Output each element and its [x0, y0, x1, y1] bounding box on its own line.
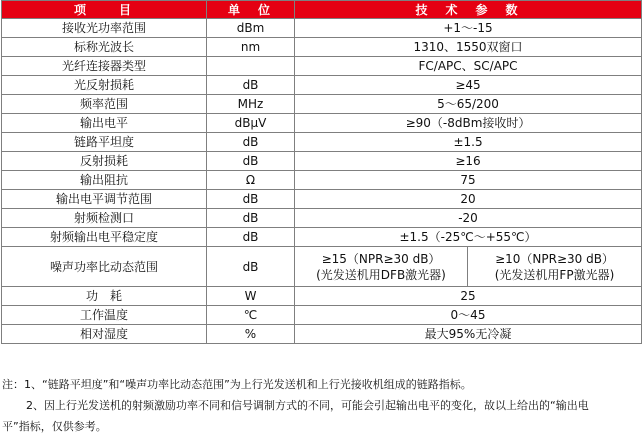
row-item: 噪声功率比动态范围	[2, 247, 207, 287]
row-value: 75	[295, 171, 642, 190]
row-value: ≥16	[295, 152, 642, 171]
row-item: 功 耗	[2, 287, 207, 306]
table-row-noise	[2, 247, 642, 287]
row-unit: dBμV	[207, 114, 295, 133]
row-item: 光反射损耗	[2, 76, 207, 95]
note-line-3: 平”指标，仅供参考。	[2, 420, 107, 433]
row-unit: W	[207, 287, 295, 306]
notes-section	[2, 374, 638, 437]
table-row	[2, 306, 642, 325]
row-item: 标称光波长	[2, 38, 207, 57]
row-item: 接收光功率范围	[2, 19, 207, 38]
table-row	[2, 114, 642, 133]
row-value: ±1.5（-25℃～+55℃）	[295, 228, 642, 247]
row-unit: MHz	[207, 95, 295, 114]
row-unit: dB	[207, 209, 295, 228]
row-unit: ℃	[207, 306, 295, 325]
table-row	[2, 57, 642, 76]
header-params: 技 术 参 数	[295, 1, 642, 19]
noise-fp-note: (光发送机用FP激光器)	[494, 267, 615, 282]
noise-fp-value: ≥10（NPR≥30 dB）	[495, 251, 614, 266]
table-row	[2, 152, 642, 171]
table-row	[2, 133, 642, 152]
header-item: 项 目	[2, 1, 207, 19]
table-row	[2, 76, 642, 95]
row-item: 工作温度	[2, 306, 207, 325]
row-value: 25	[295, 287, 642, 306]
row-value: ≥45	[295, 76, 642, 95]
row-value: 1310、1550双窗口	[295, 38, 642, 57]
noise-fp-cell	[468, 247, 642, 287]
table-row	[2, 228, 642, 247]
row-unit: Ω	[207, 171, 295, 190]
row-value: FC/APC、SC/APC	[295, 57, 642, 76]
noise-dfb-value: ≥15（NPR≥30 dB）	[321, 251, 441, 266]
row-unit: dB	[207, 247, 295, 287]
row-value: 20	[295, 190, 642, 209]
row-item: 相对湿度	[2, 325, 207, 344]
row-unit: dB	[207, 190, 295, 209]
row-item: 光纤连接器类型	[2, 57, 207, 76]
row-unit: dB	[207, 76, 295, 95]
row-item: 反射损耗	[2, 152, 207, 171]
noise-dfb-cell	[295, 247, 468, 287]
table-row	[2, 287, 642, 306]
row-unit: dB	[207, 133, 295, 152]
row-value: -20	[295, 209, 642, 228]
row-item: 输出电平	[2, 114, 207, 133]
header-unit: 单 位	[207, 1, 295, 19]
row-unit: %	[207, 325, 295, 344]
row-value: 最大95%无冷凝	[295, 325, 642, 344]
row-value: ≥90（-8dBm接收时）	[295, 114, 642, 133]
row-item: 射频输出电平稳定度	[2, 228, 207, 247]
row-item: 链路平坦度	[2, 133, 207, 152]
note-line-2: 2、因上行光发送机的射频激励功率不同和信号调制方式的不同，可能会引起输出电平的变化，故以上给出的“输出电	[26, 399, 589, 412]
row-item: 输出阻抗	[2, 171, 207, 190]
row-item: 频率范围	[2, 95, 207, 114]
row-value: 0～45	[295, 306, 642, 325]
spec-table	[1, 0, 642, 344]
table-row	[2, 209, 642, 228]
table-row	[2, 171, 642, 190]
row-value: ±1.5	[295, 133, 642, 152]
table-row	[2, 95, 642, 114]
row-item: 输出电平调节范围	[2, 190, 207, 209]
table-row	[2, 38, 642, 57]
row-unit	[207, 57, 295, 76]
row-value: +1～-15	[295, 19, 642, 38]
row-value: 5～65/200	[295, 95, 642, 114]
row-unit: dBm	[207, 19, 295, 38]
row-unit: dB	[207, 152, 295, 171]
table-row	[2, 19, 642, 38]
note-line-1: 注：1、“链路平坦度”和“噪声功率比动态范围”为上行光发送机和上行光接收机组成的链路指标。	[2, 378, 472, 391]
row-unit: dB	[207, 228, 295, 247]
table-header-row	[2, 1, 642, 19]
row-item: 射频检测口	[2, 209, 207, 228]
table-row	[2, 325, 642, 344]
table-row	[2, 190, 642, 209]
noise-dfb-note: (光发送机用DFB激光器)	[316, 267, 446, 282]
row-unit: nm	[207, 38, 295, 57]
